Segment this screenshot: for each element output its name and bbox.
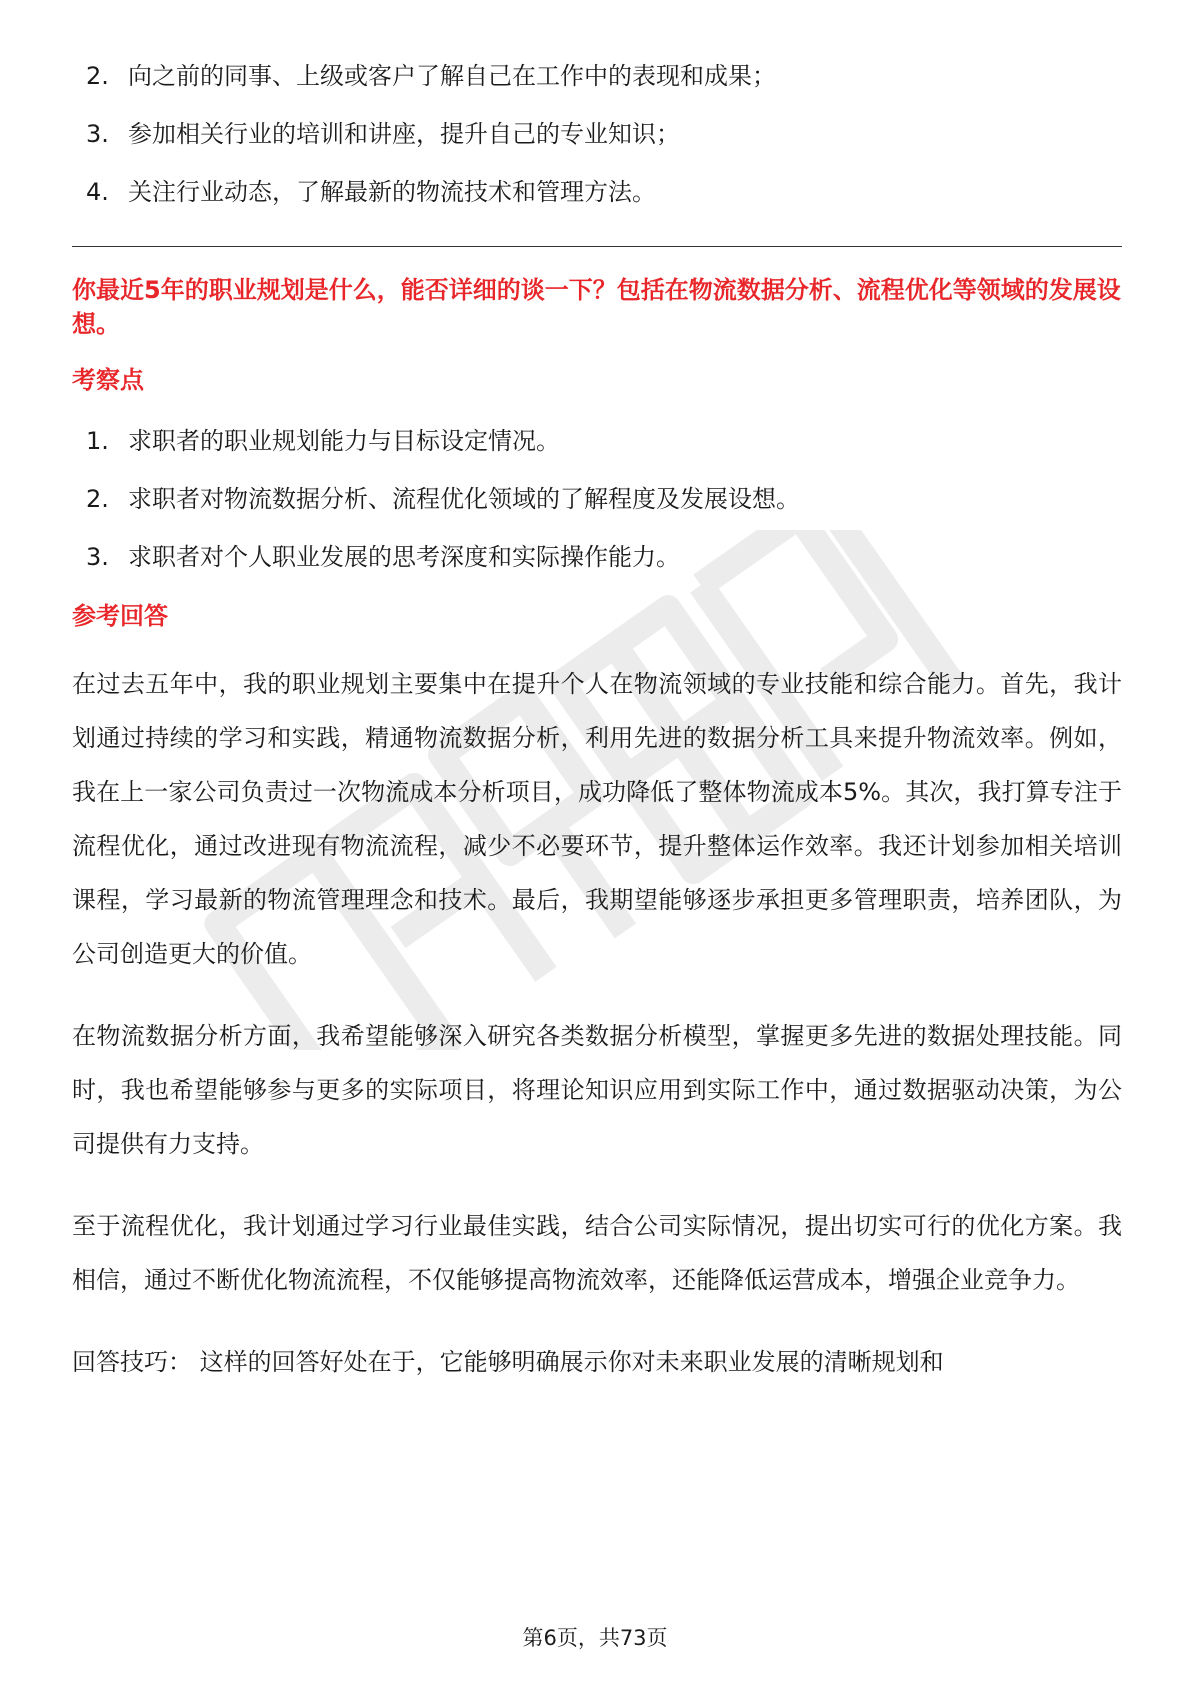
list-text: 关注行业动态，了解最新的物流技术和管理方法。 xyxy=(128,178,656,206)
list-item xyxy=(72,118,1122,150)
list-text: 求职者的职业规划能力与目标设定情况。 xyxy=(128,427,560,455)
list-item xyxy=(72,176,1122,208)
list-number: 2. xyxy=(86,485,109,513)
list-number: 3. xyxy=(86,543,109,571)
answer-tip: 回答技巧： 这样的回答好处在于，它能够明确展示你对未来职业发展的清晰规划和 xyxy=(72,1348,944,1376)
content-area xyxy=(72,60,1122,1389)
exam-points-list xyxy=(72,425,1122,573)
answer-paragraph: 在物流数据分析方面，我希望能够深入研究各类数据分析模型，掌握更多先进的数据处理技能。同时，我也希望能够参与更多的实际项目，将理论知识应用到实际工作中，通过数据驱动决策，为公司提供有力支持。 xyxy=(72,1022,1122,1158)
list-text: 求职者对物流数据分析、流程优化领域的了解程度及发展设想。 xyxy=(128,485,800,513)
list-item xyxy=(72,483,1122,515)
list-item xyxy=(72,541,1122,573)
question-heading: 你最近5年的职业规划是什么，能否详细的谈一下？包括在物流数据分析、流程优化等领域的发展设想。 xyxy=(72,276,1121,338)
list-item xyxy=(72,60,1122,92)
answer-paragraph: 至于流程优化，我计划通过学习行业最佳实践，结合公司实际情况，提出切实可行的优化方案。我相信，通过不断优化物流流程，不仅能够提高物流效率，还能降低运营成本，增强企业竞争力。 xyxy=(72,1212,1122,1294)
list-text: 参加相关行业的培训和讲座，提升自己的专业知识； xyxy=(128,120,680,148)
list-text: 求职者对个人职业发展的思考深度和实际操作能力。 xyxy=(128,543,680,571)
list-item xyxy=(72,425,1122,457)
list-text: 向之前的同事、上级或客户了解自己在工作中的表现和成果； xyxy=(128,62,776,90)
answer-paragraph: 在过去五年中，我的职业规划主要集中在提升个人在物流领域的专业技能和综合能力。首先，我计划通过持续的学习和实践，精通物流数据分析，利用先进的数据分析工具来提升物流效率。例如，我在上一家公司负责过一次物流成本分析项目，成功降低了整体物流成本5%。其次，我打算专注于流程优化，通过改进现有物流流程，减少不必要环节，提升整体运作效率。我还计划参加相关培训课程，学习最新的物流管理理念和技术。最后，我期望能够逐步承担更多管理职责，培养团队，为公司创造更大的价值。 xyxy=(72,670,1122,968)
exam-points-title: 考察点 xyxy=(72,366,144,394)
section-divider xyxy=(72,246,1122,247)
list-number: 2. xyxy=(86,62,109,90)
top-list xyxy=(72,60,1122,208)
answer-title: 参考回答 xyxy=(72,602,168,630)
list-number: 3. xyxy=(86,120,109,148)
list-number: 1. xyxy=(86,427,109,455)
page-footer: 第6页，共73页 xyxy=(522,1626,668,1650)
list-number: 4. xyxy=(86,178,109,206)
